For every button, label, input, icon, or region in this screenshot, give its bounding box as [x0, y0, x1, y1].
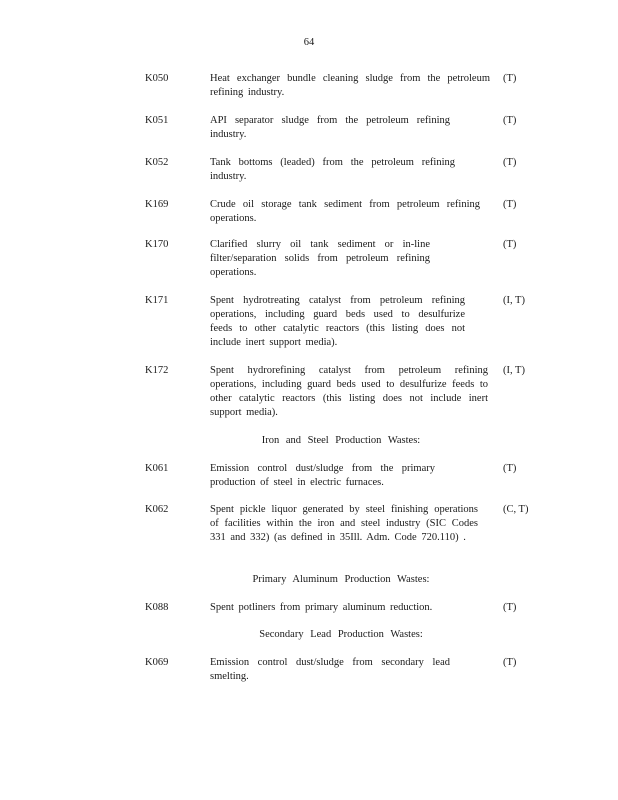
hazard-code: (C, T) [503, 504, 529, 515]
waste-code: K052 [145, 157, 169, 168]
waste-code: K172 [145, 365, 169, 376]
waste-description: Emission control dust/sludge from secondary lead smelting. [210, 657, 450, 682]
page-number: 64 [303, 37, 315, 48]
waste-code: K088 [145, 602, 169, 613]
waste-description: Clarified slurry oil tank sediment or in-line filter/separation solids from petroleum refining operations. [210, 239, 430, 278]
waste-code: K069 [145, 657, 169, 668]
hazard-code: (T) [503, 657, 517, 668]
hazard-code: (T) [503, 73, 517, 84]
hazard-code: (T) [503, 115, 517, 126]
waste-code: K062 [145, 504, 169, 515]
waste-description: Crude oil storage tank sediment from petroleum refining operations. [210, 199, 480, 224]
hazard-code: (I, T) [503, 365, 525, 376]
waste-description: Spent hydrotreating catalyst from petroleum refining operations, including guard beds used to desulfurize feeds to other catalytic reactors (this listing does not include inert support media). [210, 295, 465, 348]
section-heading: Primary Aluminum Production Wastes: [252, 574, 430, 585]
hazard-code: (T) [503, 463, 517, 474]
hazard-code: (T) [503, 239, 517, 250]
waste-description: API separator sludge from the petroleum refining industry. [210, 115, 450, 140]
waste-description: Emission control dust/sludge from the primary production of steel in electric furnaces. [210, 463, 435, 488]
waste-code: K169 [145, 199, 169, 210]
waste-description: Spent potliners from primary aluminum reduction. [210, 602, 433, 613]
hazard-code: (T) [503, 199, 517, 210]
hazard-code: (T) [503, 602, 517, 613]
section-heading: Secondary Lead Production Wastes: [259, 629, 423, 640]
waste-code: K171 [145, 295, 169, 306]
waste-code: K061 [145, 463, 169, 474]
section-heading: Iron and Steel Production Wastes: [261, 435, 421, 446]
waste-description: Spent pickle liquor generated by steel finishing operations of facilities within the iron and steel industry (SIC Codes 331 and 332) (as defined in 35Ill. Adm. Code 720.110) . [210, 504, 478, 543]
waste-code: K170 [145, 239, 169, 250]
waste-code: K051 [145, 115, 169, 126]
hazard-code: (I, T) [503, 295, 525, 306]
hazard-code: (T) [503, 157, 517, 168]
waste-code: K050 [145, 73, 169, 84]
waste-description: Tank bottoms (leaded) from the petroleum refining industry. [210, 157, 455, 182]
waste-description: Heat exchanger bundle cleaning sludge from the petroleum refining industry. [210, 73, 490, 98]
waste-description: Spent hydrorefining catalyst from petroleum refining operations, including guard beds used to desulfurize feeds to other catalytic reactors (this listing does not include inert support media). [210, 365, 488, 418]
